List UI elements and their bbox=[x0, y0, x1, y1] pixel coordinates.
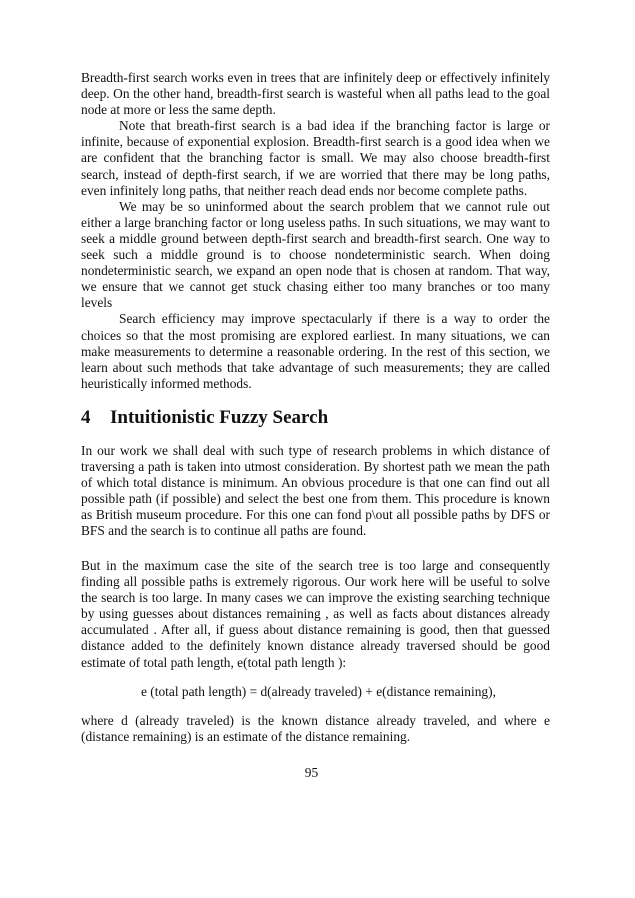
equation-total-path-length: e (total path length) = d(already traveled) + e(distance remaining), bbox=[141, 684, 496, 699]
paragraph-search-efficiency: Search efficiency may improve spectacularly if there is a way to order the choices so that the most promising are explored earliest. In many situations, we can make measurements to determine a reasonable ordering. In the rest of this section, we learn about such methods that take advantage of such measurements; they are called heuristically informed methods. bbox=[81, 311, 550, 391]
paragraph-branching-factor: Note that breath-first search is a bad idea if the branching factor is large or infinite, because of exponential explosion. Breadth-first search is a good idea when we are confident that the branching factor is small. We may also choose breadth-first search, instead of depth-first search, if we are worried that there may be long paths, even infinitely long paths, that neither reach dead ends nor become complete paths. bbox=[81, 118, 550, 198]
paragraph-equation-explanation: where d (already traveled) is the known distance already traveled, and where e (distance remaining) is an estimate of the distance remaining. bbox=[81, 713, 550, 745]
page-number: 95 bbox=[304, 765, 319, 780]
section-paragraph-block-3 bbox=[81, 713, 550, 745]
section-title: Intuitionistic Fuzzy Search bbox=[110, 407, 329, 428]
section-paragraph-block-2 bbox=[81, 558, 550, 671]
paragraph-bfs-infinite-trees: Breadth-first search works even in trees that are infinitely deep or effectively infinitely deep. On the other hand, breadth-first search is wasteful when all paths lead to the goal node at more or less the same depth. bbox=[81, 70, 550, 118]
paragraph-distance-estimate: But in the maximum case the site of the search tree is too large and consequently finding all possible paths is extremely rigorous. Our work here will be useful to solve the search is too large. In many cases we can improve the existing searching technique by using guesses about distances remaining , as well as facts about distances already accumulated . After all, if guess about distance remaining is good, then that guessed distance added to the definitely known distance already traversed should be good estimate of total path length, e(total path length ): bbox=[81, 558, 550, 670]
paragraph-nondeterministic-search: We may be so uninformed about the search problem that we cannot rule out either a large branching factor or long useless paths. In such situations, we may want to seek a middle ground between depth-first search and breadth-first search. One way to seek such a middle ground is to choose nondeterministic search. When doing nondeterministic search, we expand an open node that is chosen at random. That way, we ensure that we cannot get stuck chasing either too many branches or too many levels bbox=[81, 198, 550, 311]
section-paragraph-block-1 bbox=[81, 443, 550, 540]
paragraph-shortest-path: In our work we shall deal with such type of research problems in which distance of traversing a path is taken into utmost consideration. By shortest path we mean the path of which total distance is minimum. An obvious procedure is that one can find out all possible path (if possible) and select the best one from them. This procedure is known as British museum procedure. For this one can fond p\out all possible paths by DFS or BFS and the search is to continue all paths are found. bbox=[81, 443, 550, 539]
section-number: 4 bbox=[81, 407, 91, 428]
intro-block bbox=[81, 70, 550, 392]
section-heading bbox=[81, 407, 328, 429]
